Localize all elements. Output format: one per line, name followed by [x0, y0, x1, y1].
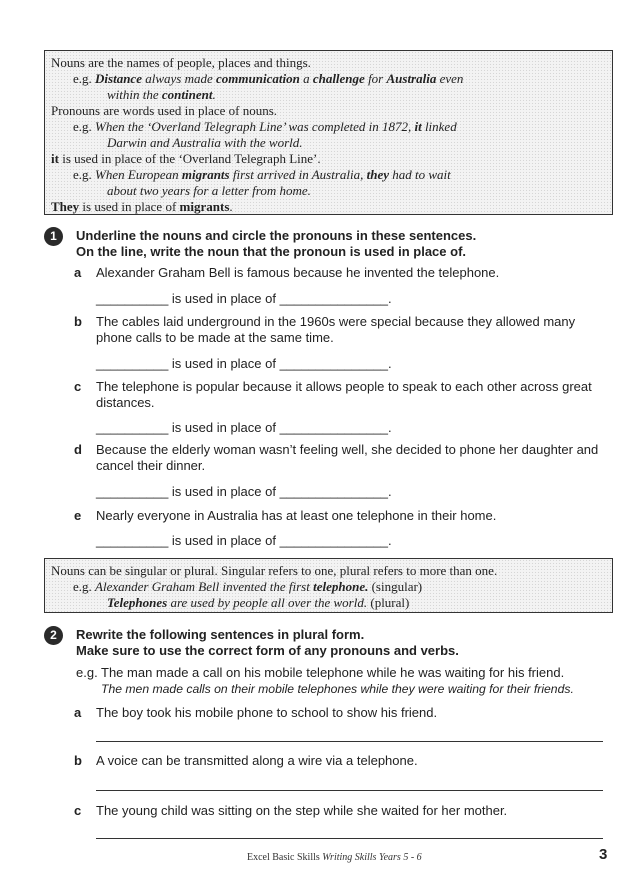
footer-credit: Excel Basic Skills Writing Skills Years 5 - 6	[247, 852, 422, 863]
sentence: Because the elderly woman wasn’t feeling well, she decided to phone her daughter and cancel their dinner.	[96, 442, 599, 473]
item-letter: c	[74, 803, 82, 818]
example-line: e.g. Distance always made communication a challenge for Australia even	[73, 71, 464, 86]
answer-blank-line[interactable]: __________ is used in place of _______________.	[96, 533, 392, 548]
info-line: Nouns can be singular or plural. Singular refers to one, plural refers to more than one.	[51, 563, 498, 578]
item-letter: c	[74, 379, 82, 394]
example-line: e.g. When European migrants first arrived in Australia, they had to wait	[73, 167, 451, 182]
answer-blank-line[interactable]: __________ is used in place of _______________.	[96, 291, 392, 306]
example-line-cont: Darwin and Australia with the world.	[107, 135, 303, 150]
example-line: e.g. When the ‘Overland Telegraph Line’ was completed in 1872, it linked	[73, 119, 457, 134]
question-2-instructions: Rewrite the following sentences in plural form. Make sure to use the correct form of any pronouns and verbs.	[76, 627, 459, 658]
sentence: Alexander Graham Bell is famous because he invented the telephone.	[96, 265, 500, 280]
sentence: Nearly everyone in Australia has at least one telephone in their home.	[96, 508, 497, 523]
singular-plural-info-box	[44, 558, 613, 613]
answer-blank-line[interactable]: __________ is used in place of _______________.	[96, 356, 392, 371]
info-line: it is used in place of the ‘Overland Telegraph Line’.	[51, 151, 321, 166]
answer-blank-line[interactable]: __________ is used in place of _______________.	[96, 420, 392, 435]
sentence: The boy took his mobile phone to school to show his friend.	[96, 705, 438, 720]
info-line: Nouns are the names of people, places and things.	[51, 55, 311, 70]
item-letter: e	[74, 508, 82, 523]
item-letter: a	[74, 265, 82, 280]
item-letter: a	[74, 705, 82, 720]
sentence: A voice can be transmitted along a wire via a telephone.	[96, 753, 418, 768]
item-letter: d	[74, 442, 82, 457]
info-line: Pronouns are words used in place of nouns.	[51, 103, 278, 118]
item-letter: b	[74, 753, 82, 768]
answer-blank-line[interactable]: __________ is used in place of _______________.	[96, 484, 392, 499]
info-line: They is used in place of migrants.	[51, 199, 233, 214]
sentence: The telephone is popular because it allows people to speak to each other across great distances.	[96, 379, 592, 410]
answer-line[interactable]	[96, 838, 603, 839]
question-2-number-badge: 2	[44, 626, 63, 645]
item-letter: b	[74, 314, 82, 329]
example-line-cont: within the continent.	[107, 87, 216, 102]
question-1-number-badge: 1	[44, 227, 63, 246]
example-label: e.g.	[76, 665, 98, 680]
nouns-pronouns-info-box	[44, 50, 613, 215]
question-1-instructions: Underline the nouns and circle the pronouns in these sentences. On the line, write the noun that the pronoun is used in place of.	[76, 228, 477, 259]
page-number: 3	[599, 846, 608, 863]
example-line-cont: about two years for a letter from home.	[107, 183, 311, 198]
sentence: The young child was sitting on the step while she waited for her mother.	[96, 803, 508, 818]
answer-line[interactable]	[96, 741, 603, 742]
answer-line[interactable]	[96, 790, 603, 791]
example-line: Telephones are used by people all over the world. (plural)	[107, 595, 410, 610]
sentence: The cables laid underground in the 1960s were special because they allowed many phone calls to be made at the same time.	[96, 314, 576, 345]
example-line: e.g. Alexander Graham Bell invented the first telephone. (singular)	[73, 579, 423, 594]
example-sentence: The man made a call on his mobile telephone while he was waiting for his friend.	[101, 665, 565, 680]
example-answer: The men made calls on their mobile telephones while they were waiting for their friends.	[101, 682, 574, 696]
